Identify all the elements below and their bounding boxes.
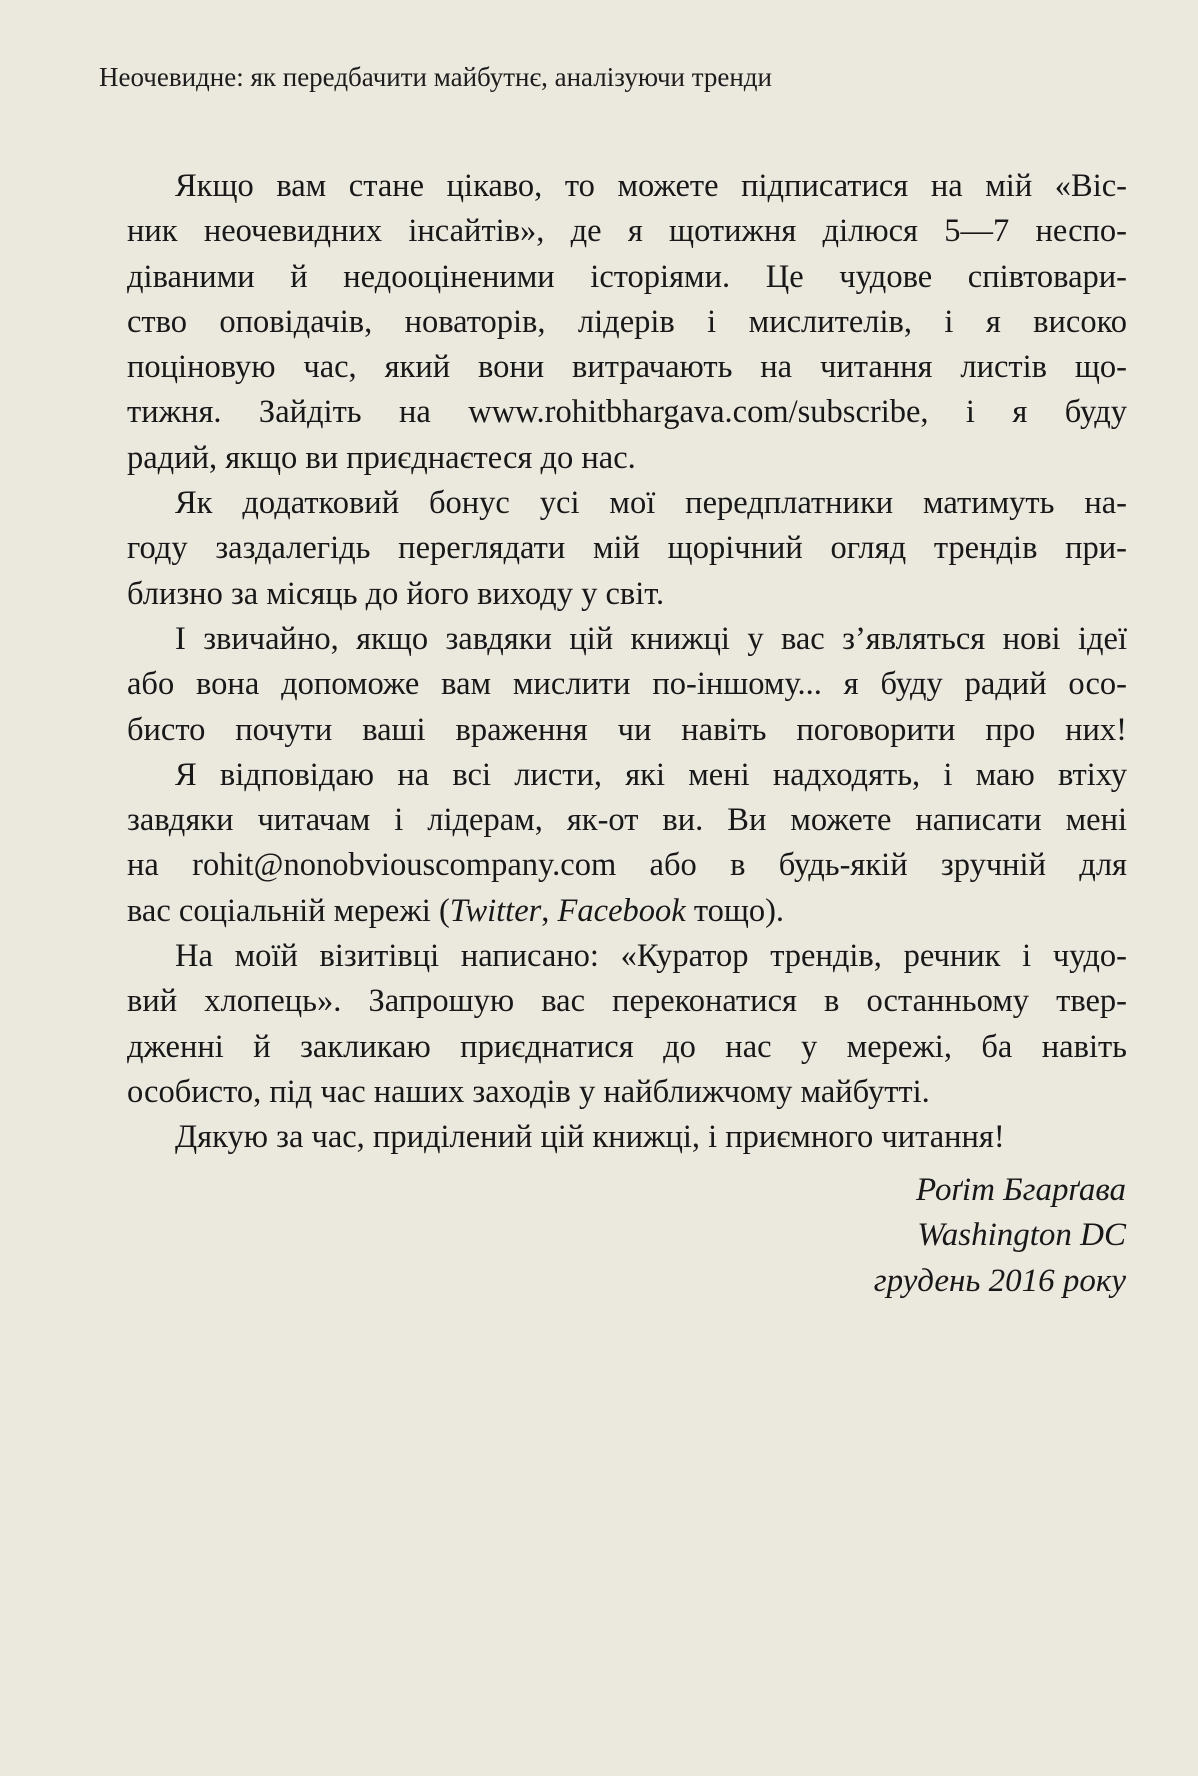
- text-line: або вона допоможе вам мислити по-іншому... я буду радий осо-: [127, 666, 1127, 703]
- text-line: особисто, під час наших заходів у найближчому майбутті.: [127, 1073, 930, 1110]
- main-text: [127, 164, 1127, 1161]
- text-line: Я відповідаю на всі листи, які мені надходять, і маю втіху: [175, 756, 1127, 793]
- text-line: поціновую час, який вони витрачають на читання листів що-: [127, 349, 1127, 386]
- text-line: завдяки читачам і лідерам, як-от ви. Ви можете написати мені: [127, 802, 1127, 839]
- text-fragment: вас соціальній мережі (: [127, 892, 450, 929]
- text-line: Як додатковий бонус усі мої передплатники матимуть на-: [175, 485, 1127, 522]
- text-fragment: тощо).: [685, 892, 785, 929]
- text-fragment: ,: [541, 892, 558, 929]
- text-line: вий хлопець». Запрошую вас переконатися в останньому твер-: [127, 983, 1127, 1020]
- text-line: На моїй візитівці написано: «Куратор трендів, речник і чудо-: [175, 938, 1127, 975]
- text-line: Дякую за час, приділений цій книжці, і приємного читання!: [175, 1119, 1005, 1156]
- text-line: [127, 889, 1127, 934]
- place: Washington DC: [917, 1217, 1126, 1254]
- text-line: радий, якщо ви приєднаєтеся до нас.: [127, 439, 636, 476]
- text-line: діваними й недооціненими історіями. Це чудове співтовари-: [127, 258, 1127, 295]
- author-name: Роґіт Бгарґава: [916, 1172, 1126, 1208]
- text-line: тижня. Зайдіть на www.rohitbhargava.com/subscribe, і я буду: [127, 394, 1127, 431]
- text-line: дженні й закликаю приєднатися до нас у мережі, ба навіть: [127, 1028, 1127, 1065]
- text-line: І звичайно, якщо завдяки цій книжці у вас з’являться нові ідеї: [175, 620, 1127, 657]
- signature-block: [874, 1168, 1126, 1304]
- text-line: ник неочевидних інсайтів», де я щотижня ділюся 5—7 неспо-: [127, 213, 1127, 250]
- text-line: близно за місяць до його виходу у світ.: [127, 575, 665, 612]
- twitter-name: Twitter: [449, 892, 542, 929]
- text-line: Якщо вам стане цікаво, то можете підписатися на мій «Віс-: [175, 168, 1127, 204]
- text-line: ство оповідачів, новаторів, лідерів і мислителів, і я високо: [127, 303, 1127, 340]
- running-title: Неочевидне: як передбачити майбутнє, аналізуючи тренди: [99, 62, 772, 92]
- text-line: году заздалегідь переглядати мій щорічний огляд трендів при-: [127, 530, 1127, 567]
- date: грудень 2016 року: [873, 1262, 1126, 1299]
- text-line: бисто почути ваші враження чи навіть поговорити про них!: [127, 711, 1127, 748]
- facebook-name: Facebook: [557, 892, 686, 929]
- text-line: на rohit@nonobviouscompany.com або в будь-якій зручній для: [127, 847, 1127, 884]
